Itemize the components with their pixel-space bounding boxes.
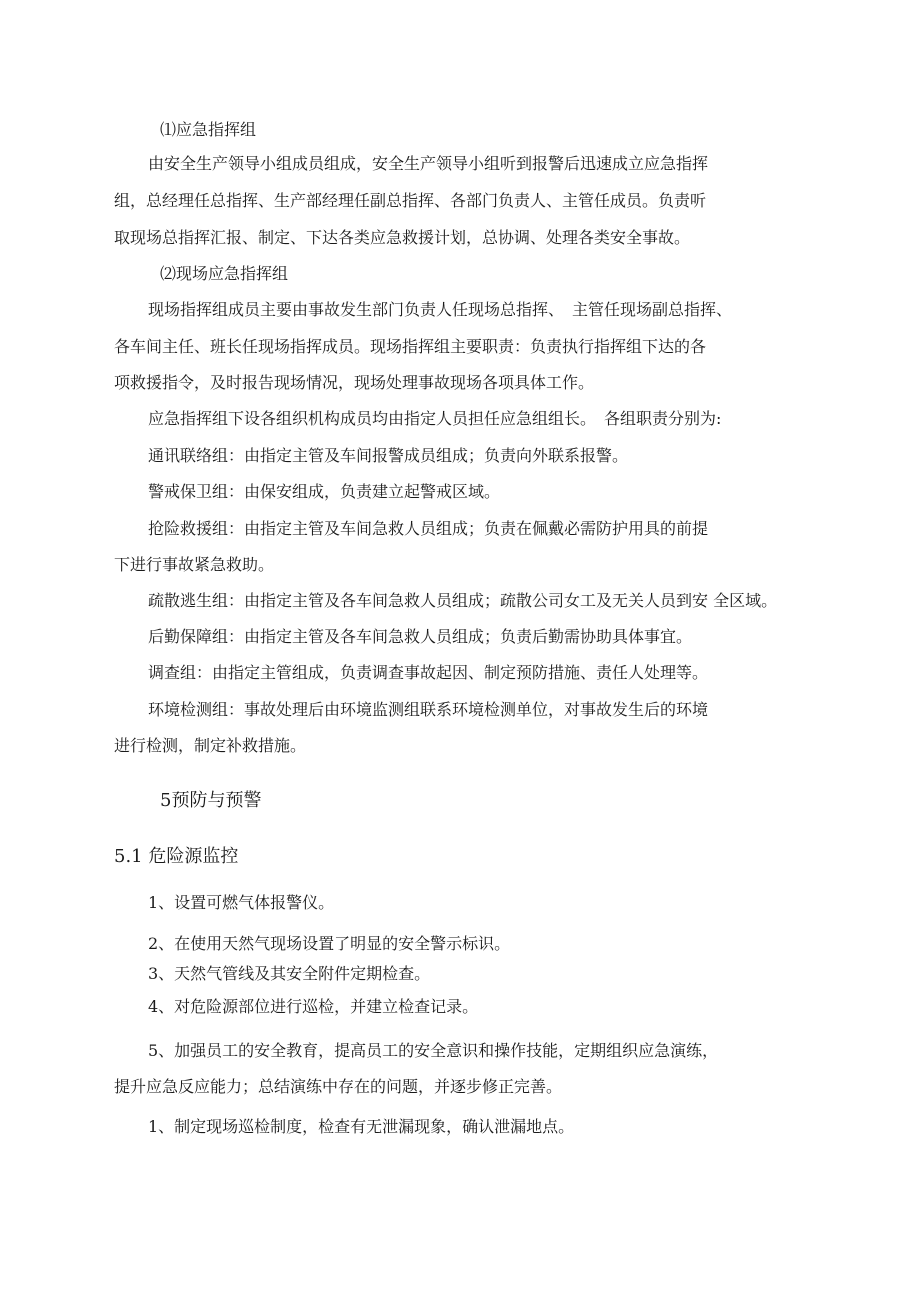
paragraph-line: 取现场总指挥汇报、制定、下达各类应急救援计划，总协调、处理各类安全事故。 — [114, 228, 691, 247]
groups-intro: 应急指挥组下设各组织机构成员均由指定人员担任应急组组长。 各组职责分别为: — [148, 409, 722, 428]
list-item: 5、加强员工的安全教育，提高员工的安全意识和操作技能，定期组织应急演练， — [148, 1041, 719, 1060]
paragraph-line: 各车间主任、班长任现场指挥成员。现场指挥组主要职责：负责执行指挥组下达的各 — [114, 337, 707, 356]
paragraph-line: 由安全生产领导小组成员组成，安全生产领导小组听到报警后迅速成立应急指挥 — [148, 154, 709, 173]
paragraph-line: 项救援指令，及时报告现场情况，现场处理事故现场各项具体工作。 — [114, 373, 595, 392]
group-evacuation: 疏散逃生组：由指定主管及各车间急救人员组成；疏散公司女工及无关人员到安 全区域。 — [148, 591, 778, 610]
group-investigation: 调查组：由指定主管组成，负责调查事故起因、制定预防措施、责任人处理等。 — [148, 663, 709, 682]
group-communication: 通讯联络组：由指定主管及车间报警成员组成；负责向外联系报警。 — [148, 446, 629, 465]
list-item: 4、对危险源部位进行巡检，并建立检查记录。 — [148, 997, 479, 1016]
subsection-heading-hazard-monitoring: 5.1 危险源监控 — [114, 846, 239, 867]
group-rescue-cont: 下进行事故紧急救助。 — [114, 555, 275, 574]
sub-heading-command-group: ⑴应急指挥组 — [160, 120, 257, 139]
group-logistics: 后勤保障组：由指定主管及各车间急救人员组成；负责后勤需协助具体事宜。 — [148, 627, 693, 646]
group-rescue: 抢险救援组：由指定主管及车间急救人员组成；负责在佩戴必需防护用具的前提 — [148, 519, 709, 538]
group-environment: 环境检测组：事故处理后由环境监测组联系环境检测单位，对事故发生后的环境 — [148, 700, 709, 719]
paragraph-line: 组，总经理任总指挥、生产部经理任副总指挥、各部门负责人、主管任成员。负责听 — [114, 191, 707, 210]
group-environment-cont: 进行检测，制定补救措施。 — [114, 736, 307, 755]
group-security-guard: 警戒保卫组：由保安组成，负责建立起警戒区域。 — [148, 482, 501, 501]
list-item: 2、在使用天然气现场设置了明显的安全警示标识。 — [148, 934, 511, 953]
paragraph-line: 现场指挥组成员主要由事故发生部门负责人任现场总指挥、 主管任现场副总指挥、 — [148, 300, 733, 319]
list-item-cont: 提升应急反应能力；总结演练中存在的问题，并逐步修正完善。 — [114, 1077, 563, 1096]
list-item: 1、设置可燃气体报警仪。 — [148, 893, 335, 912]
section-heading-prevention: 5预防与预警 — [160, 790, 262, 811]
sub-heading-onsite-command-group: ⑵现场应急指挥组 — [160, 264, 289, 283]
list-item: 1、制定现场巡检制度，检查有无泄漏现象，确认泄漏地点。 — [148, 1117, 575, 1136]
list-item: 3、天然气管线及其安全附件定期检查。 — [148, 964, 431, 983]
